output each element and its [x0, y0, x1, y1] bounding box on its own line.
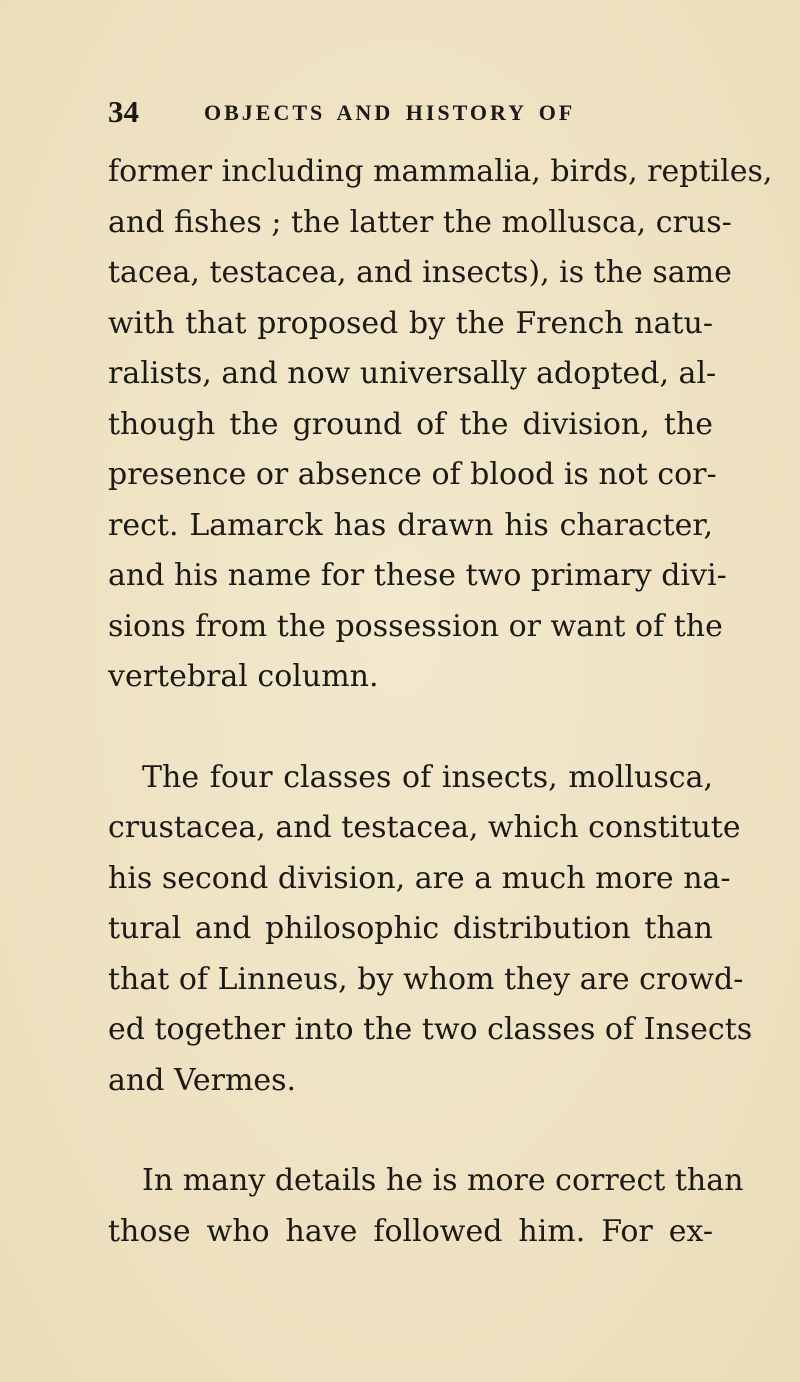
text-line: crustacea, and testacea, which constitute [108, 810, 741, 845]
text-line: ralists, and now universally adopted, al- [108, 356, 717, 391]
text-line: tural and philosophic distribution than [108, 911, 713, 946]
text-line: vertebral column. [108, 659, 379, 694]
text-line: with that proposed by the French natu- [108, 305, 713, 341]
text-line: rect. Lamarck has drawn his character, [108, 507, 713, 543]
body-text [108, 147, 773, 1257]
running-head: OBJECTS AND HISTORY OF [204, 100, 576, 125]
text-line: tacea, testacea, and insects), is the same [108, 255, 732, 290]
text-line: presence or absence of blood is not cor- [108, 457, 717, 492]
text-line: In many details he is more correct than [142, 1163, 744, 1198]
paragraph-2 [108, 753, 753, 1107]
text-line: former including mammalia, birds, reptiles, [108, 154, 773, 189]
text-line: and his name for these two primary divi- [108, 558, 727, 593]
page-header [108, 92, 708, 132]
text-line: though the ground of the division, the [108, 406, 713, 442]
paragraph-3 [108, 1156, 744, 1257]
text-line: The four classes of insects, mollusca, [142, 759, 713, 795]
text-line: ed together into the two classes of Insects [108, 1012, 753, 1047]
paragraph-1 [108, 147, 773, 703]
text-line: his second division, are a much more na- [108, 860, 731, 896]
text-line: and Vermes. [108, 1062, 297, 1098]
paragraph-gap [108, 703, 713, 753]
paragraph-gap [108, 1106, 713, 1156]
page-number: 34 [108, 94, 139, 129]
text-line: those who have followed him. For ex- [108, 1213, 713, 1249]
text-line: and fishes ; the latter the mollusca, crus- [108, 204, 732, 240]
text-line: that of Linneus, by whom they are crowd- [108, 961, 744, 997]
text-line: sions from the possession or want of the [108, 608, 723, 644]
